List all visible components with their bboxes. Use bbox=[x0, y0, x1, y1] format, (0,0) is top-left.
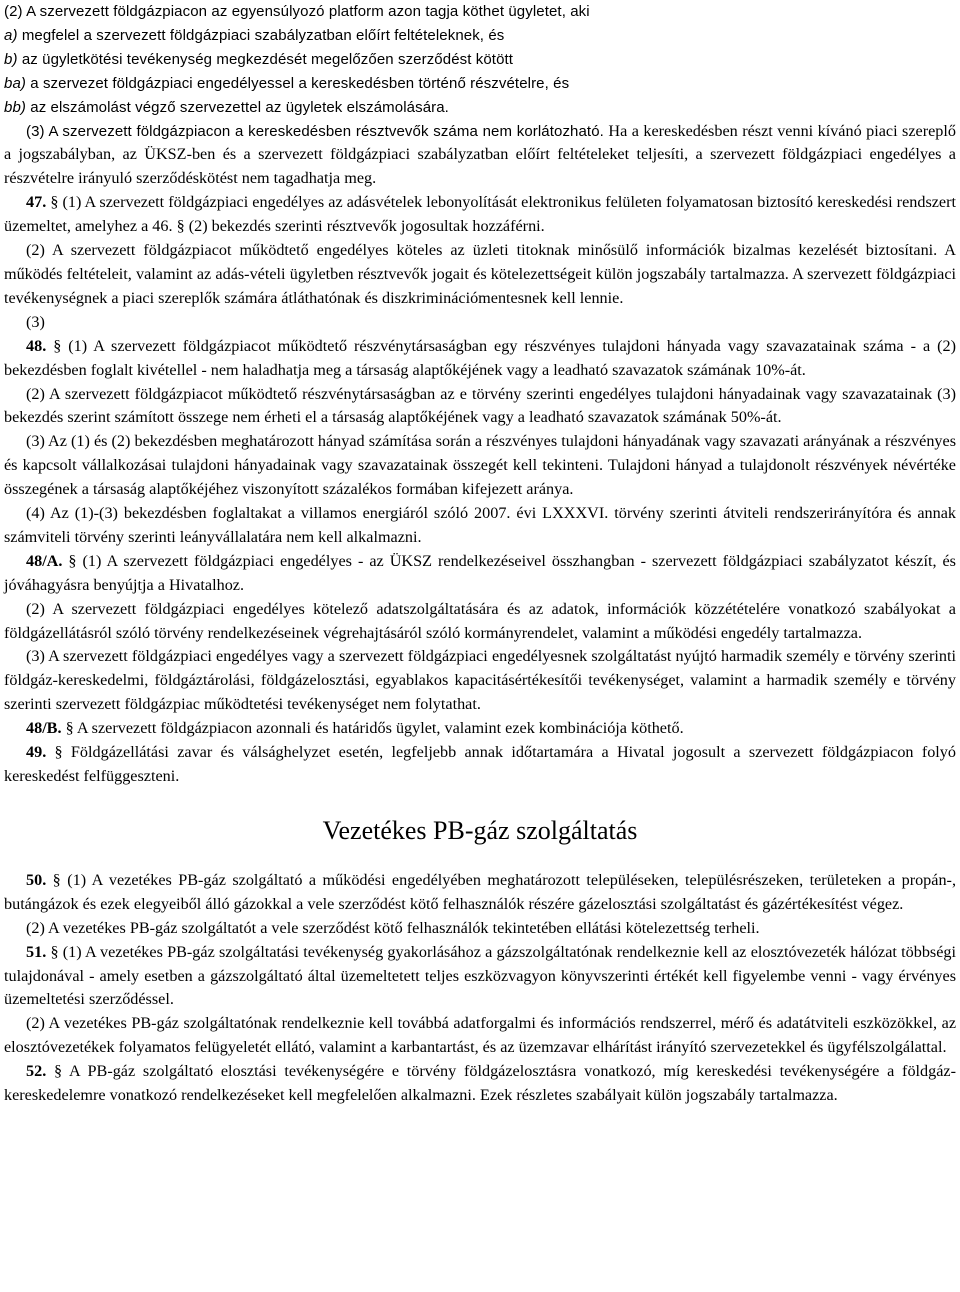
section-number: 50. bbox=[26, 870, 47, 889]
list-label: a) bbox=[4, 26, 18, 44]
paragraph-text: § A szervezett földgázpiacon azonnali és határidős ügylet, valamint ezek kombinációja köthető. bbox=[61, 719, 684, 738]
paragraph-text: (3) A szervezett földgázpiacon a kereskedésben résztvevők száma nem korlátozható. bbox=[26, 122, 604, 140]
section-number: 51. bbox=[26, 942, 47, 961]
section-number: 49. bbox=[26, 743, 47, 762]
section-51-2 bbox=[4, 1012, 956, 1060]
list-text: az ügyletkötési tevékenység megkezdését megelőzően szerződést kötött bbox=[17, 50, 514, 68]
paragraph-text: § (1) A szervezett földgázpiaci engedélyes - az ÜKSZ rendelkezéseivel összhangban - szervezett földgázpiaci szabályzatot készít, és jóváhagyásra benyújtja a Hivatalhoz. bbox=[4, 551, 956, 594]
section-48a-2 bbox=[4, 598, 956, 646]
paragraph-text: (3) A szervezett földgázpiaci engedélyes vagy a szervezett földgázpiaci engedélyesnek szolgáltatást nyújtó harmadik személy e törvény szerinti földgáz-kereskedelmi, földgáztárolási, földgázelosztási, egyablakos kapacitásértékesítői tevékenységet, valamint a harmadik személy e törvény szerinti szervezett földgázpiac működtetési tevékenységet nem folytathat. bbox=[4, 647, 956, 714]
list-item-a bbox=[4, 24, 956, 48]
list-item-bb bbox=[4, 96, 956, 120]
list-label: ba) bbox=[4, 74, 26, 92]
list-text: megfelel a szervezett földgázpiaci szabályzatban előírt feltételeknek, és bbox=[17, 26, 505, 44]
list-label: b) bbox=[4, 50, 18, 68]
section-48-4 bbox=[4, 502, 956, 550]
paragraph-text: § A PB-gáz szolgáltató elosztási tevékenységére e törvény földgázelosztásra vonatkozó, míg kereskedési tevékenységére a földgáz-kereskedelemre vonatkozó rendelkezéseket kell megfelelően alkalmazni. Ezek részletes szabályait külön jogszabály tartalmazza. bbox=[4, 1062, 956, 1105]
list-text: az elszámolást végző szervezettel az ügyletek elszámolására. bbox=[25, 98, 449, 116]
section-48a-1 bbox=[4, 550, 956, 598]
paragraph-text: § (1) A vezetékes PB-gáz szolgáltató a működési engedélyében meghatározott településeken, településrészeken, területeken a propán-, butángázok és ezek elegyeiből álló gázokkal a vele szerződést kötő felhasználók részére gázelosztási szolgáltatást és gázértékesítést végez. bbox=[4, 870, 956, 913]
section-48b-1 bbox=[4, 717, 956, 741]
paragraph-text: (2) A szervezett földgázpiacon az egyensúlyozó platform azon tagja köthet ügyletet, aki bbox=[4, 3, 590, 20]
section-49-1 bbox=[4, 741, 956, 789]
section-48-2 bbox=[4, 383, 956, 431]
paragraph-text: (2) A szervezett földgázpiaci engedélyes kötelező adatszolgáltatására és az adatok, információk közzétételére vonatkozó szabályokat a földgázellátásról szóló törvény rendelkezéseinek végrehajtásáról szóló kormányrendelet, valamint a működési engedély tartalmazza. bbox=[4, 599, 956, 642]
section-number: 47. bbox=[26, 193, 47, 212]
section-47-3 bbox=[4, 311, 956, 335]
paragraph-text: (2) A szervezett földgázpiacot működtető engedélyes köteles az üzleti titoknak minősülő információk bizalmas kezelését biztosítani. A működés feltételeit, valamint az adás-vételi ügyletben résztvevők jogait és kötelezettségeit külön jogszabály tartalmazza. A szervezett földgázpiaci tevékenységnek a piaci szereplők számára átláthatónak és diszkriminációmentesnek kell lennie. bbox=[4, 241, 956, 307]
paragraph-text: § (1) A szervezett földgázpiaci engedélyes az adásvételek lebonyolítását elektronikus felületen folyamatosan biztosító kereskedési rendszert üzemeltet, amelyhez a 46. § (2) bekezdés szerinti résztvevők jogosultak hozzáférni. bbox=[4, 193, 956, 236]
paragraph-text: (2) A vezetékes PB-gáz szolgáltatónak rendelkeznie kell továbbá adatforgalmi és információs rendszerrel, mérő és adatátviteli eszközökkel, az elosztóvezetékek folyamatos felügyeletét ellátó, valamint a karbantartást, és az üzemzavar elhárítást irányító szervezetekkel és ügyfélszolgálattal. bbox=[4, 1014, 956, 1057]
paragraph-text: § Földgázellátási zavar és válsághelyzet esetén, legfeljebb annak időtartamára a Hivatal jogosult a szervezett földgázpiacon folyó kereskedést felfüggeszteni. bbox=[4, 743, 956, 785]
list-item-b bbox=[4, 48, 956, 72]
paragraph-text: (3) Az (1) és (2) bekezdésben meghatározott hányad számítása során a részvényes tulajdoni hányadának vagy szavazati arányának a részvényes és kapcsolt vállalkozásai tulajdoni hányadainak vagy szavazatainak összegét kell tekinteni. Tulajdoni hányad a tulajdonolt részvények névértéke összegének a társaság alaptőkéjéhez viszonyított százalékos formában kifejezett aránya. bbox=[4, 432, 956, 499]
paragraph-text: (3) bbox=[26, 312, 45, 331]
section-50-2 bbox=[4, 917, 956, 941]
section-number: 48/A. bbox=[26, 551, 63, 570]
paragraph-text: § (1) A szervezett földgázpiacot működtető részvénytársaságban egy részvényes tulajdoni hányada vagy szavazatainak száma - a (2) bekezdésben foglalt kivétellel - nem haladhatja meg a társaság alaptőkéjének vagy a leadható szavazatok számának 10%-át. bbox=[4, 336, 956, 379]
section-48-3 bbox=[4, 430, 956, 502]
paragraph-text: § (1) A vezetékes PB-gáz szolgáltatási tevékenység gyakorlásához a gázszolgáltatónak rendelkeznie kell az elosztóvezeték hálózat többségi tulajdonával - amely esetben a gázszolgáltató által üzemeltetett teljes eszközvagyon könyvszerinti értékét kell figyelembe venni - vagy érvényes üzemeltetési szerződéssel. bbox=[4, 942, 956, 1009]
section-48a-3 bbox=[4, 645, 956, 717]
section-52-1 bbox=[4, 1060, 956, 1108]
section-46-block bbox=[4, 0, 956, 120]
section-48-1 bbox=[4, 335, 956, 383]
paragraph-text: (4) Az (1)-(3) bekezdésben foglaltakat a villamos energiáról szóló 2007. évi LXXXVI. törvény szerinti átviteli rendszerirányítóra és annak számviteli törvény szerinti leányvállalatára nem kell alkalmazni. bbox=[4, 504, 956, 546]
section-number: 48/B. bbox=[26, 719, 62, 738]
section-50-1 bbox=[4, 869, 956, 917]
paragraph-46-2 bbox=[4, 0, 956, 24]
section-47-2 bbox=[4, 239, 956, 311]
section-number: 52. bbox=[26, 1062, 47, 1081]
paragraph-text: (2) A szervezett földgázpiacot működtető részvénytársaságban az e törvény szerinti engedélyes tulajdoni hányadainak vagy szavazatainak (3) bekezdés szerint számított összege nem érheti el a társaság alaptőkéjének vagy a leadható szavazatok számának 50%-át. bbox=[4, 384, 956, 427]
list-label: bb) bbox=[4, 98, 26, 116]
list-text: a szervezet földgázpiaci engedélyessel a kereskedésben történő részvételre, és bbox=[25, 74, 570, 92]
paragraph-text: Ha a kereskedésben részt venni kívánó piaci szereplő a jogszabályban, az ÜKSZ-ben és a szervezett földgázpiaci szabályzatban előírt feltételeket teljesíti, a szervezett földgázpiaci engedélyes a részvételre irányuló szerződéskötést nem tagadhatja meg. bbox=[4, 121, 956, 188]
section-51-1 bbox=[4, 941, 956, 1013]
paragraph-46-3 bbox=[4, 120, 956, 192]
section-heading: Vezetékes PB-gáz szolgáltatás bbox=[322, 815, 638, 845]
paragraph-text: (2) A vezetékes PB-gáz szolgáltatót a vele szerződést kötő felhasználók tekintetében ellátási kötelezettség terheli. bbox=[26, 918, 760, 937]
section-47-1 bbox=[4, 191, 956, 239]
list-item-ba bbox=[4, 72, 956, 96]
section-number: 48. bbox=[26, 336, 47, 355]
